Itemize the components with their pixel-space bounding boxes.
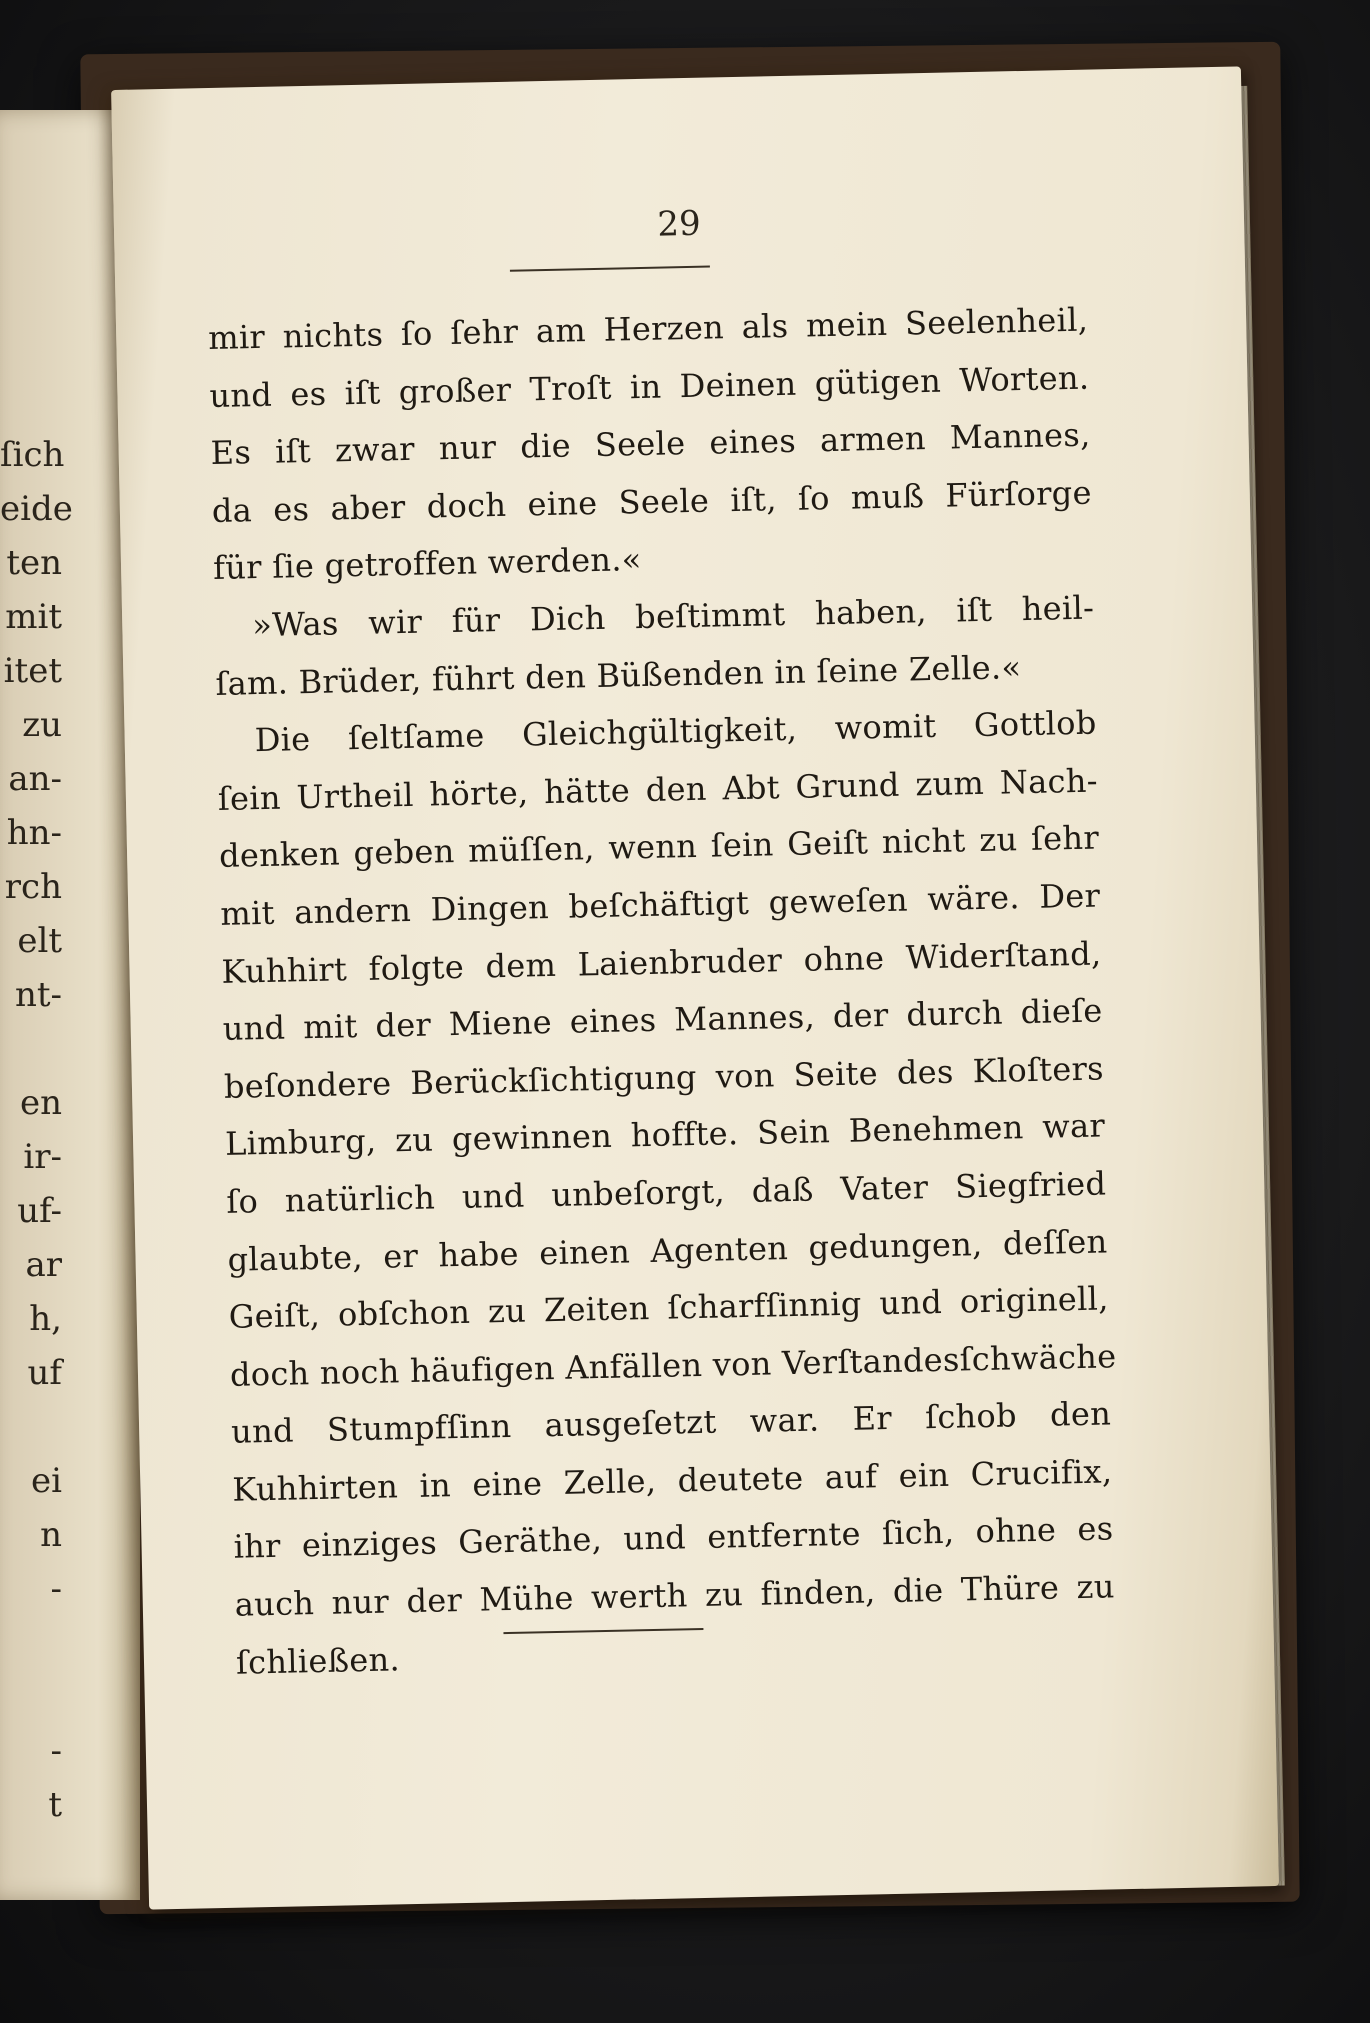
left-fragment: rch (4, 867, 62, 907)
text-line: doch noch häufigen Anfällen von Verſtandesſchwäche (229, 1336, 1117, 1394)
left-fragment: uf- (17, 1191, 62, 1231)
right-page (111, 66, 1279, 1909)
left-fragment: ei (31, 1461, 62, 1501)
left-fragment: elt (17, 921, 62, 961)
left-fragment: eide (0, 489, 73, 529)
text-line: Kuhhirt folgte dem Laienbruder ohne Widerſtand, (221, 934, 1102, 991)
text-line: Limburg, zu gewinnen hoffte. Sein Benehmen war (224, 1106, 1106, 1164)
text-line: Kuhhirten in eine Zelle, deutete auf ein Crucifix, (232, 1452, 1113, 1509)
text-line: Geiſt, obſchon zu Zeiten ſcharfſinnig und originell, (228, 1279, 1109, 1336)
left-fragment: - (50, 1569, 62, 1609)
left-fragment: en (19, 1083, 62, 1123)
left-fragment: ſich (0, 435, 65, 475)
text-line: mit andern Dingen beſchäftigt geweſen wäre. Der (219, 876, 1101, 933)
text-line: und mit der Miene eines Mannes, der durch dieſe (222, 991, 1103, 1049)
left-fragment: t (48, 1785, 62, 1825)
text-line: Es iſt zwar nur die Seele eines armen Mannes, (210, 415, 1091, 473)
text-line: ſchließen. (235, 1639, 401, 1682)
left-fragment: h, (29, 1299, 62, 1339)
text-line: denken geben müſſen, wenn ſein Geiſt nicht zu ſehr (218, 818, 1100, 876)
page-number: 29 (656, 203, 702, 245)
left-fragment: ir- (23, 1137, 62, 1177)
left-fragment: an- (8, 759, 62, 799)
left-fragment: mit (5, 597, 62, 637)
header-rule (510, 266, 710, 272)
left-fragment: nt- (14, 975, 62, 1015)
text-line: und es iſt großer Troſt in Deinen gütigen Worten. (209, 358, 1090, 415)
left-fragment: - (50, 1731, 62, 1771)
text-line: ſein Urtheil hörte, hätte den Abt Grund zum Nach- (217, 761, 1099, 818)
left-fragment: hn- (6, 813, 62, 853)
text-line: Die ſeltſame Gleichgültigkeit, womit Gottlob (254, 703, 1097, 760)
text-line: mir nichts ſo ſehr am Herzen als mein Seelenheil, (207, 300, 1089, 358)
left-fragment: ten (6, 543, 62, 583)
body-text (208, 292, 1117, 1692)
left-fragment: n (40, 1515, 62, 1555)
text-line: ihr einziges Geräthe, und entfernte ſich, ohne es (233, 1509, 1114, 1567)
text-line: »Was wir für Dich beſtimmt haben, iſt heil- (251, 588, 1095, 645)
text-line: da es aber doch eine Seele iſt, ſo muß Fürſorge (211, 473, 1093, 530)
left-fragment (0, 1616, 62, 1670)
left-fragment (0, 1400, 62, 1454)
left-fragment (0, 1022, 62, 1076)
left-fragment: uf (27, 1353, 62, 1393)
text-line: ſo natürlich und unbeſorgt, daß Vater Siegfried (225, 1164, 1107, 1221)
left-page-text-fragments (0, 428, 73, 1832)
text-line: beſondere Berückſichtigung von Seite des Kloſters (223, 1049, 1105, 1106)
left-fragment: ar (25, 1245, 62, 1285)
left-fragment: zu (22, 705, 62, 745)
text-line: und Stumpfſinn ausgeſetzt war. Er ſchob den (230, 1394, 1112, 1452)
left-fragment: itet (3, 651, 62, 691)
text-line: glaubte, er habe einen Agenten gedungen, deſſen (227, 1221, 1108, 1279)
text-line: auch nur der Mühe werth zu finden, die Thüre zu (234, 1567, 1116, 1624)
left-fragment (0, 1670, 62, 1724)
text-line: ſam. Brüder, führt den Büßenden in ſeine Zelle.« (215, 647, 1022, 703)
text-line: für ſie getroffen werden.« (212, 540, 642, 588)
